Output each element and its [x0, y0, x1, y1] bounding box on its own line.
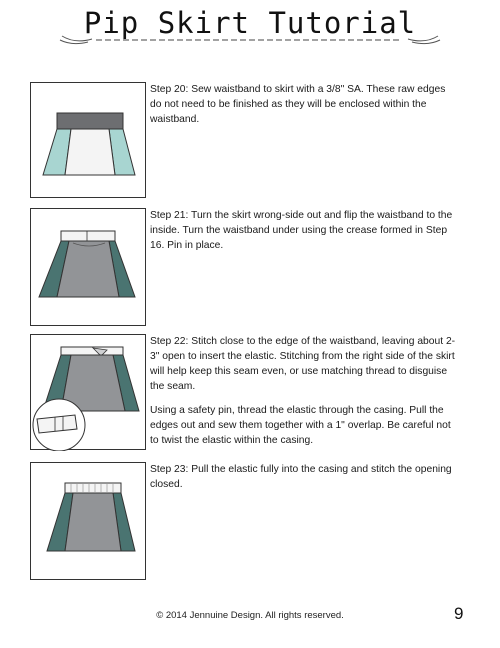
title-flourish — [0, 30, 500, 50]
step-21-paragraph: Step 21: Turn the skirt wrong-side out and flip the waistband to the inside. Turn the waistband under using the crease formed in Step 16. Pin in place. — [150, 210, 453, 251]
skirt-front — [65, 129, 115, 175]
waistband — [57, 113, 123, 129]
waistband — [61, 231, 115, 241]
skirt-body — [65, 493, 121, 551]
step-22-paragraph-1: Step 22: Stitch close to the edge of the waistband, leaving about 2-3" open to insert the elastic. Stitching from the right side of the skirt will help keep this seam even, or use matching thread to disguise the seam. — [150, 336, 456, 392]
step-20-paragraph: Step 20: Sew waistband to skirt with a 3/8" SA. These raw edges do not need to be finished as they will be enclosed within the waistband. — [150, 84, 446, 125]
step-23-paragraph: Step 23: Pull the elastic fully into the casing and stitch the opening closed. — [150, 464, 452, 490]
page-header — [0, 0, 500, 60]
page-number: 9 — [454, 604, 464, 623]
waistband — [65, 483, 121, 493]
step-23-text — [150, 462, 456, 501]
step-21-text — [150, 208, 456, 262]
step-23-illustration — [30, 462, 146, 580]
waistband — [61, 347, 123, 355]
step-20-text — [150, 82, 456, 136]
step-20-illustration — [30, 82, 146, 198]
copyright-notice: © 2014 Jennuine Design. All rights reserved. — [156, 610, 344, 621]
step-21-illustration — [30, 208, 146, 326]
page-title: Pip Skirt Tutorial — [83, 6, 417, 40]
step-22-text — [150, 334, 456, 457]
step-22-paragraph-2: Using a safety pin, thread the elastic through the casing. Pull the edges out and sew them together with a 1" overlap. Be careful not to twist the elastic within the casing. — [150, 405, 451, 446]
step-22-illustration — [30, 334, 146, 450]
